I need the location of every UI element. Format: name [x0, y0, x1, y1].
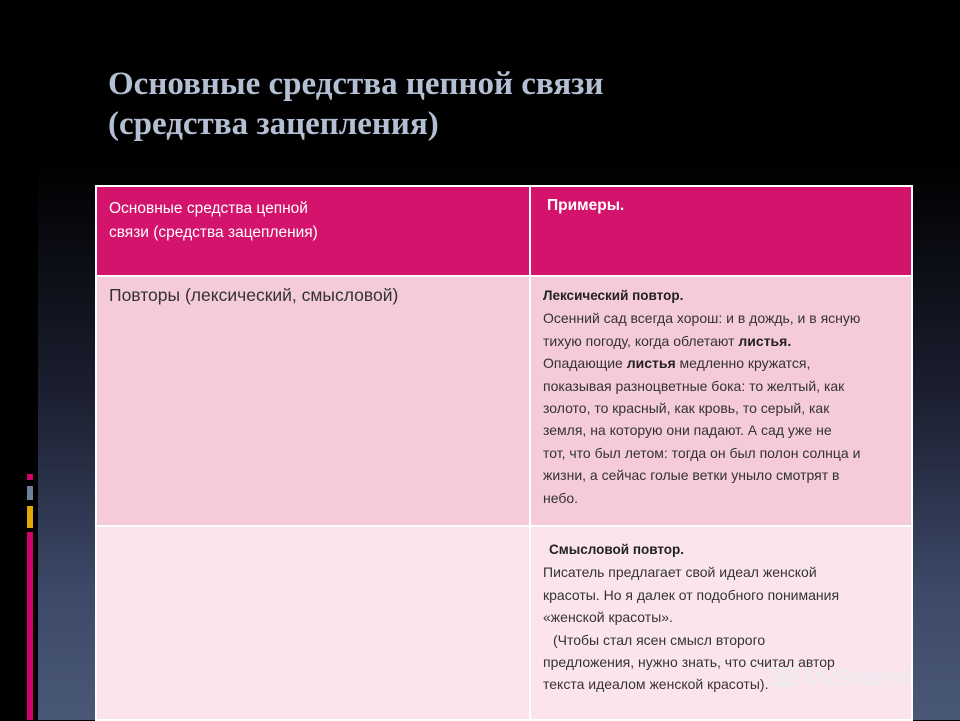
row1-line: земля, на которую они падают. А сад уже не	[543, 422, 832, 439]
row2-col1	[96, 526, 530, 720]
slide-title	[108, 64, 828, 144]
row1-heading: Лексический повтор.	[543, 288, 684, 303]
row1-col1	[96, 276, 530, 526]
row1-line: Осенний сад всегда хорош: и в дождь, и в ясную	[543, 310, 861, 327]
row2-line: текста идеалом женской красоты).	[543, 676, 769, 693]
header-cell-examples	[530, 186, 912, 276]
row1-text: тихую погоду, когда облетают	[543, 332, 739, 349]
row2-line: «женской красоты».	[543, 609, 673, 626]
row1-bold-dot: .	[787, 332, 792, 349]
row1-line	[543, 352, 901, 374]
row1-text: медленно кружатся,	[675, 355, 811, 372]
header-col1-line1: Основные средства цепной	[109, 200, 308, 217]
row1-col2	[530, 276, 912, 526]
row1-line: жизни, а сейчас голые ветки уныло смотрят в	[543, 467, 840, 484]
title-line-2: (средства зацепления)	[108, 106, 439, 142]
header-cell-means	[96, 186, 530, 276]
row1-line: показывая разноцветные бока: то желтый, как	[543, 377, 845, 394]
content-table	[95, 185, 913, 721]
row2-line: красоты. Но я далек от подобного понимания	[543, 586, 840, 603]
row1-line: тот, что был летом: тогда он был полон солнца и	[543, 444, 861, 461]
row1-label: Повторы (лексический, смысловой)	[109, 285, 399, 305]
table-header-row	[96, 186, 912, 276]
row2-line: Писатель предлагает свой идеал женской	[543, 564, 817, 581]
watermark-text: MyShared	[804, 663, 909, 690]
row1-bold-word: листья	[626, 355, 676, 372]
header-col1-line2: связи (средства зацепления)	[109, 224, 318, 241]
watermark	[770, 662, 950, 692]
decor-bar-magenta-small	[27, 474, 33, 480]
decor-bar-magenta-long	[27, 532, 33, 720]
title-line-1: Основные средства цепной связи	[108, 66, 604, 102]
table-row	[96, 276, 912, 526]
header-col2: Примеры.	[547, 197, 625, 214]
row2-heading: Смысловой повтор.	[549, 542, 685, 557]
presentation-icon	[770, 665, 798, 689]
row1-line: золото, то красный, как кровь, то серый, как	[543, 400, 830, 417]
row1-text: Опадающие	[543, 355, 627, 372]
row1-line	[543, 330, 901, 352]
row2-line: предложения, нужно знать, что считал автор	[543, 654, 835, 671]
row2-line: (Чтобы стал ясен смысл второго	[553, 631, 766, 648]
row1-bold-word: листья	[738, 332, 788, 349]
row1-line: небо.	[543, 489, 579, 506]
decor-bar-yellow	[27, 506, 33, 528]
decor-bar-gray	[27, 486, 33, 500]
